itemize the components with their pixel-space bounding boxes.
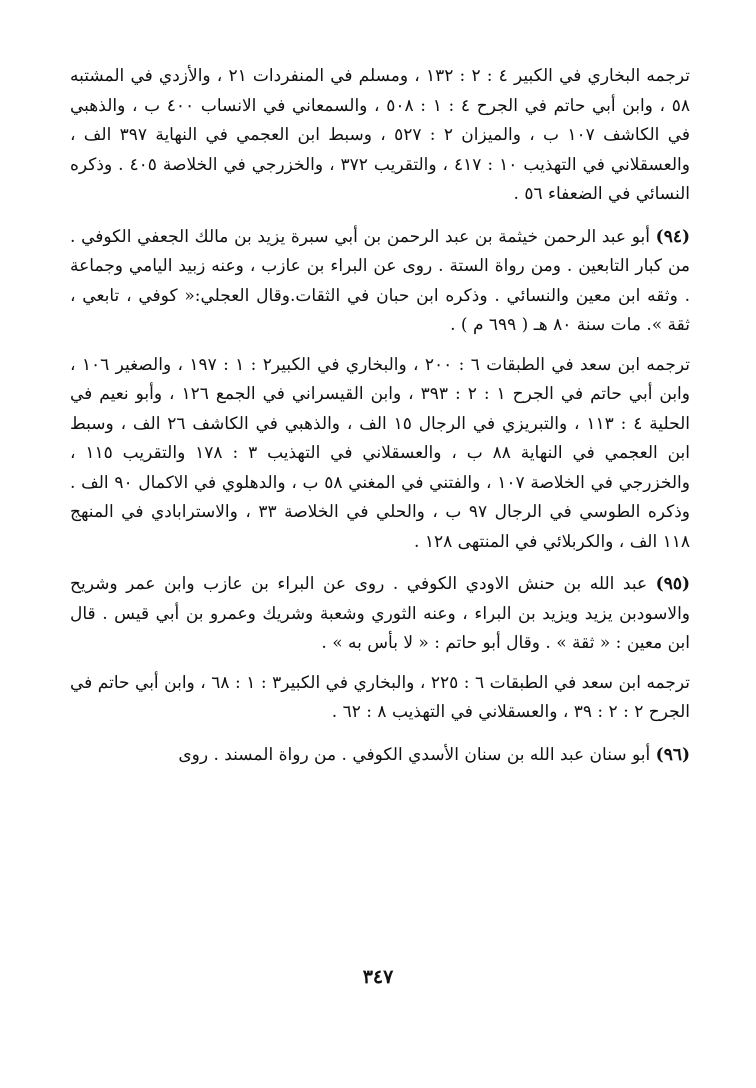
narrator-entry-95	[70, 570, 690, 659]
footnote-references-95: ترجمه ابن سعد في الطبقات ٦ : ٢٢٥ ، والبخاري في الكبير٣ : ١ : ٦٨ ، وابن أبي حاتم في الجرح ٢ : ٢ : ٣٩ ، والعسقلاني في التهذيب ٨ : ٦٢ .	[70, 672, 691, 722]
entry-number: (٩٥)	[655, 574, 690, 594]
footnote-references-94: ترجمه ابن سعد في الطبقات ٦ : ٢٠٠ ، والبخاري في الكبير٢ : ١ : ١٩٧ ، والصغير ١٠٦ ، وابن أبي حاتم في الجرح ١ : ٢ : ٣٩٣ ، وابن القيسراني في الجمع ١٢٦ ، وأبو نعيم في الحلية ٤ : ١١٣ ، والتبريزي في الرجال ١٥ الف ، والذهبي في الكاشف ٢٦ الف ، وسبط ابن العجمي في النهاية ٨٨ ب ، والعسقلاني في التهذيب ٣ : ١٧٨ والتقريب ١١٥ ، والخزرجي في الخلاصة ١٠٧ ، والفتني في المغني ٥٨ ب ، والدهلوي في الاكمال ٩٠ الف . وذكره الطوسي في الرجال ٩٧ ب ، والحلي في الخلاصة ٣٣ ، والاسترابادي في المنهج ١١٨ الف ، والكربلائي في المنتهى ١٢٨ .	[70, 354, 691, 552]
entry-number: (٩٦)	[655, 744, 690, 765]
narrator-entry-96	[70, 741, 690, 771]
page-body	[70, 62, 690, 780]
narrator-entry-94	[70, 223, 690, 341]
entry-number: (٩٤)	[655, 226, 691, 247]
page-number: ٣٤٧	[362, 966, 394, 988]
entry-text: أبو سنان عبد الله بن سنان الأسدي الكوفي . من رواة المسند . روى	[178, 744, 651, 765]
footnote-references-93: ترجمه البخاري في الكبير ٤ : ٢ : ١٣٢ ، ومسلم في المنفردات ٢١ ، والأزدي في المشتبه ٥٨ ، وابن أبي حاتم في الجرح ٤ : ١ : ٥٠٨ ، والسمعاني في الانساب ٤٠٠ ب ، والذهبي في الكاشف ١٠٧ ب ، والميزان ٢ : ٥٢٧ ، وسبط ابن العجمي في النهاية ٣٩٧ الف ، والعسقلاني في التهذيب ١٠ : ٤١٧ ، والتقريب ٣٧٢ ، والخزرجي في الخلاصة ٤٠٥ . وذكره النسائي في الضعفاء ٥٦ .	[70, 66, 690, 204]
entry-text: أبو عبد الرحمن خيثمة بن عبد الرحمن بن أبي سبرة يزيد بن مالك الجعفي الكوفي . من كبار التابعين . ومن رواة الستة . روى عن البراء بن عازب ، وعنه زبيد اليامي وجماعة . وثقه ابن معين والنسائي . وذكره ابن حبان في الثقات.وقال العجلي:« كوفي ، تابعي ، ثقة ». مات سنة ٨٠ هـ ( ٦٩٩ م ) .	[70, 226, 690, 335]
entry-text: عبد الله بن حنش الاودي الكوفي . روى عن البراء بن عازب وابن عمر وشريح والاسودبن يزيد ويزيد بن البراء ، وعنه الثوري وشعبة وشريك وعمرو بن أبي قيس . قال ابن معين : « ثقة » . وقال أبو حاتم : « لا بأس به » .	[70, 574, 690, 653]
